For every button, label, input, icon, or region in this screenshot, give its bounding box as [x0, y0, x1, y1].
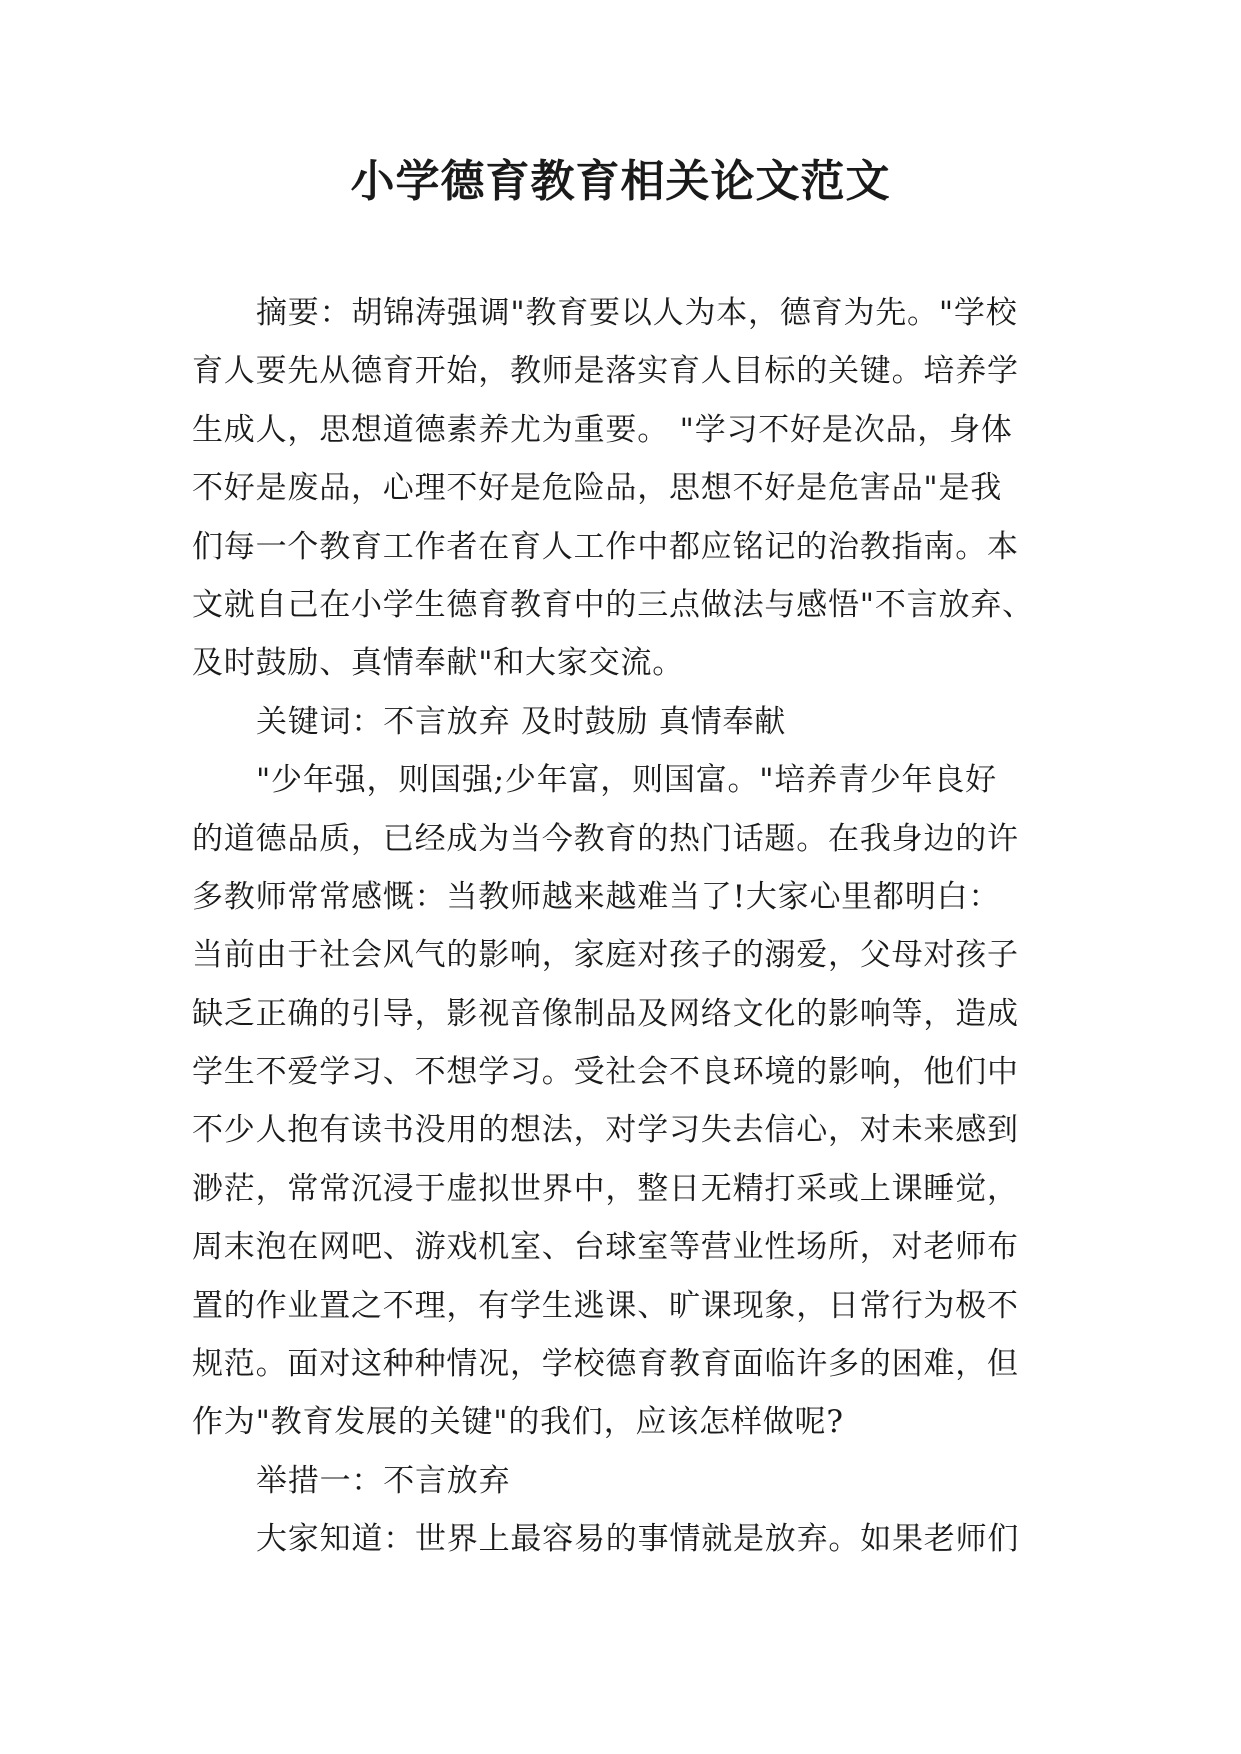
text-line: 多教师常常感慨：当教师越来越难当了!大家心里都明白：: [192, 878, 1001, 915]
text-line: 规范。面对这种种情况，学校德育教育面临许多的困难，但: [192, 1346, 1019, 1383]
text-line: 缺乏正确的引导，影视音像制品及网络文化的影响等，造成: [192, 995, 1019, 1032]
text-line: 们每一个教育工作者在育人工作中都应铭记的治教指南。本: [192, 528, 1019, 565]
text-line: 文就自己在小学生德育教育中的三点做法与感悟"不言放弃、: [192, 586, 1034, 623]
text-line: 生成人，思想道德素养尤为重要。 "学习不好是次品，身体: [192, 411, 1013, 448]
text-line: 关键词：不言放弃 及时鼓励 真情奉献: [256, 703, 787, 740]
text-line: 学生不爱学习、不想学习。受社会不良环境的影响，他们中: [192, 1054, 1019, 1091]
text-line: 渺茫，常常沉浸于虚拟世界中，整日无精打采或上课睡觉，: [192, 1170, 1019, 1207]
document-title: 小学德育教育相关论文范文: [350, 156, 891, 207]
text-line: 育人要先从德育开始，教师是落实育人目标的关键。培养学: [192, 353, 1019, 390]
text-line: 作为"教育发展的关键"的我们，应该怎样做呢?: [192, 1404, 844, 1441]
text-line: 的道德品质，已经成为当今教育的热门话题。在我身边的许: [192, 820, 1019, 857]
text-line: 举措一：不言放弃: [256, 1462, 511, 1499]
text-line: 大家知道：世界上最容易的事情就是放弃。如果老师们: [256, 1521, 1020, 1558]
document-body: [192, 284, 1062, 1569]
text-line: 置的作业置之不理，有学生逃课、旷课现象，日常行为极不: [192, 1287, 1019, 1324]
text-line: 及时鼓励、真情奉献"和大家交流。: [192, 645, 685, 682]
text-line: 周末泡在网吧、游戏机室、台球室等营业性场所，对老师布: [192, 1229, 1019, 1266]
text-line: 当前由于社会风气的影响，家庭对孩子的溺爱，父母对孩子: [192, 937, 1019, 974]
text-line: 不少人抱有读书没用的想法，对学习失去信心，对未来感到: [192, 1112, 1019, 1149]
text-line: 不好是废品，心理不好是危险品，思想不好是危害品"是我: [192, 470, 1003, 507]
text-line: "少年强，则国强;少年富，则国富。"培养青少年良好: [256, 762, 997, 799]
text-line: 摘要：胡锦涛强调"教育要以人为本，德育为先。"学校: [256, 295, 1018, 331]
